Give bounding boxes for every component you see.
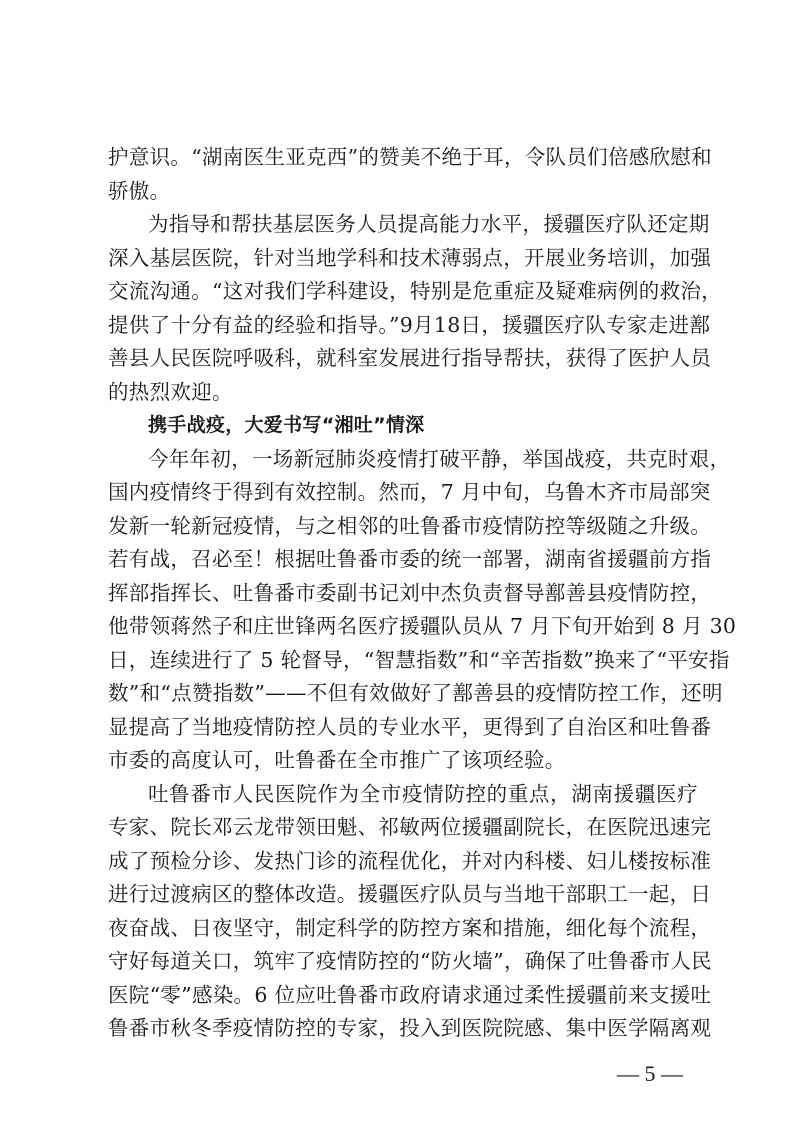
paragraph-2-line-1: 为指导和帮扶基层医务人员提高能力水平，援疆医疗队还定期 — [148, 212, 710, 236]
paragraph-2-line-4: 提供了十分有益的经验和指导。”9月18日，援疆医疗队专家走进鄯 — [108, 312, 711, 337]
paragraph-4-line-2: 专家、院长邓云龙带领田魁、祁敏两位援疆副院长，在医院迅速完 — [108, 815, 712, 839]
section-heading: 携手战疫，大爱书写“湘吐”情深 — [148, 414, 425, 436]
paragraph-4-line-3: 成了预检分诊、发热门诊的流程优化，并对内科楼、妇儿楼按标准 — [108, 848, 712, 873]
paragraph-4-line-6: 守好每道关口，筑牢了疫情防控的“防火墙”，确保了吐鲁番市人民 — [108, 949, 712, 973]
paragraph-3-line-2: 国内疫情终于得到有效控制。然而，7 月中旬，乌鲁木齐市局部突 — [108, 480, 711, 504]
paragraph-2-line-6: 的热烈欢迎。 — [108, 379, 233, 404]
paragraph-2-line-3: 交流沟通。“这对我们学科建设，特别是危重症及疑难病例的救治， — [108, 279, 722, 303]
paragraph-1-line-2: 骄傲。 — [108, 178, 171, 203]
paragraph-3-line-1: 今年年初，一场新冠肺炎疫情打破平静，举国战疫，共克时艰， — [148, 446, 731, 471]
paragraph-3-line-3: 发新一轮新冠疫情，与之相邻的吐鲁番市疫情防控等级随之升级。 — [108, 513, 712, 538]
paragraph-4-line-4: 进行过渡病区的整体改造。援疆医疗队员与当地干部职工一起，日 — [108, 882, 712, 906]
paragraph-3-line-4: 若有战，召必至！根据吐鲁番市委的统一部署，湖南省援疆前方指 — [108, 547, 712, 571]
paragraph-4-line-7: 医院“零”感染。6 位应吐鲁番市政府请求通过柔性援疆前来支援吐 — [108, 982, 712, 1007]
paragraph-2-line-2: 深入基层医院，针对当地学科和技术薄弱点，开展业务培训，加强 — [108, 245, 712, 270]
paragraph-3-line-7: 日，连续进行了 5 轮督导，“智慧指数”和“辛苦指数”换来了“平安指 — [108, 647, 730, 672]
paragraph-4-line-5: 夜奋战、日夜坚守，制定科学的防控方案和措施，细化每个流程， — [108, 915, 712, 940]
paragraph-3-line-9: 显提高了当地疫情防控人员的专业水平，更得到了自治区和吐鲁番 — [108, 714, 712, 739]
paragraph-3-line-5: 挥部指挥长、吐鲁番市委副书记刘中杰负责督导鄯善县疫情防控， — [108, 580, 712, 605]
paragraph-3-line-8: 数”和“点赞指数”——不但有效做好了鄯善县的疫情防控工作，还明 — [108, 681, 723, 705]
paragraph-3-line-10: 市委的高度认可，吐鲁番在全市推广了该项经验。 — [108, 748, 566, 772]
paragraph-3-line-6: 他带领蒋然子和庄世锋两名医疗援疆队员从 7 月下旬开始到 8 月 30 — [108, 614, 737, 638]
page-number: — 5 — — [617, 1060, 683, 1086]
paragraph-4-line-8: 鲁番市秋冬季疫情防控的专家，投入到医院院感、集中医学隔离观 — [108, 1016, 712, 1040]
paragraph-4-line-1: 吐鲁番市人民医院作为全市疫情防控的重点，湖南援疆医疗 — [148, 781, 698, 806]
paragraph-2-line-5: 善县人民医院呼吸科，就科室发展进行指导帮扶，获得了医护人员 — [108, 346, 712, 370]
paragraph-1-line-1: 护意识。“湖南医生亚克西”的赞美不绝于耳，令队员们倍感欣慰和 — [108, 145, 712, 169]
